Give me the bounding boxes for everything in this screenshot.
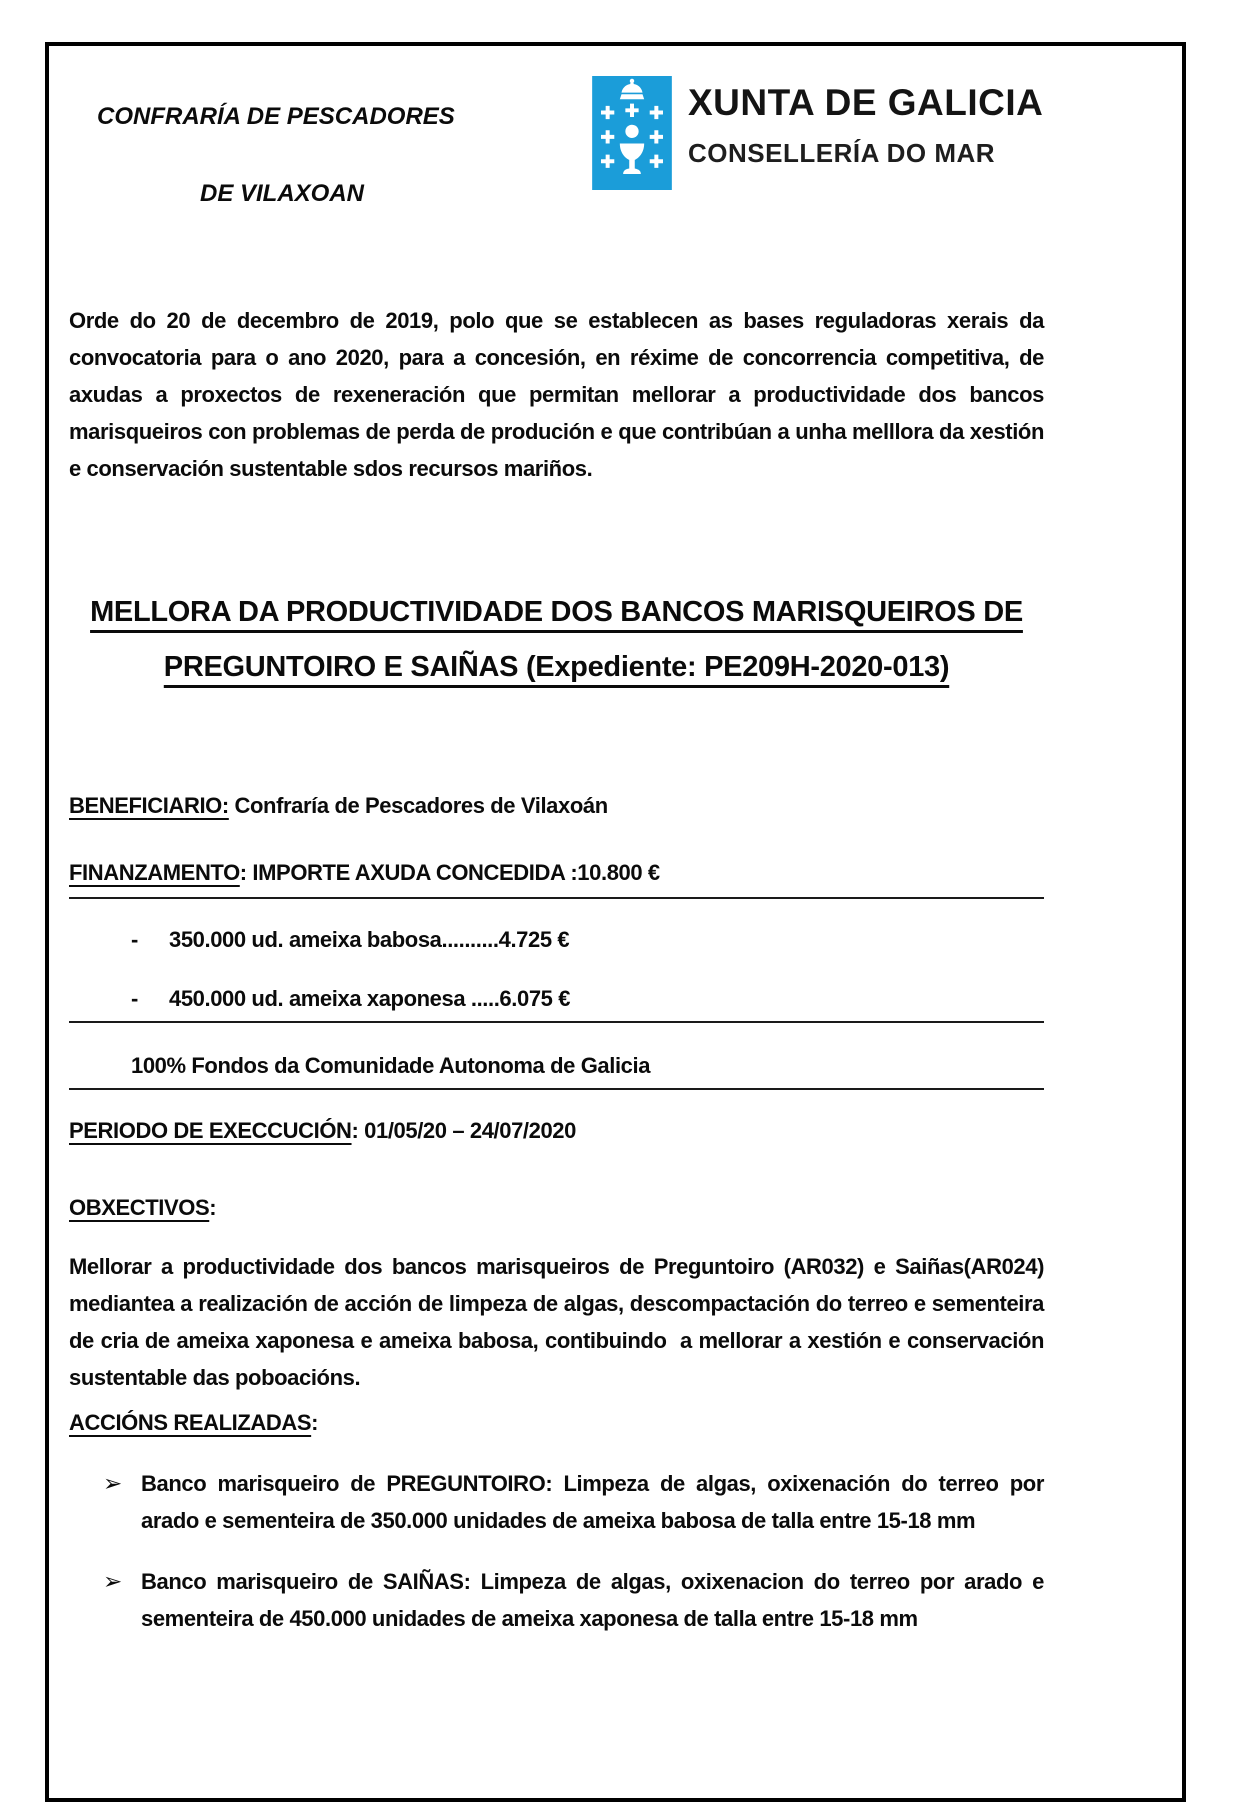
periodo-value: : 01/05/20 – 24/07/2020 <box>351 1118 576 1143</box>
logo-title: XUNTA DE GALICIA <box>688 82 1044 123</box>
bullet-item-text: Banco marisqueiro de PREGUNTOIRO: Limpeza de algas, oxixenación do terreo por arado e sementeira de 350.000 unidades de ameixa babosa de talla entre 15-18 mm <box>141 1471 1044 1533</box>
obxectivos-paragraph: Mellorar a productividade dos bancos marisqueiros de Preguntoiro (AR032) e Saiñas(AR024) mediantea a realización de acción de limpeza de algas, descompactación do terreo e sementeira de cria de ameixa xaponesa e ameixa babosa, contibuindo a mellorar a xestión e conservación sustentable das poboacións. <box>69 1254 1050 1390</box>
list-item <box>69 921 1044 958</box>
dash-bullet: - <box>131 927 138 952</box>
org-name-line2: DE VILAXOAN <box>199 180 364 207</box>
page-title <box>69 585 1044 695</box>
finanzamento-row <box>69 854 1044 899</box>
arrowhead-bullet-icon: ➢ <box>103 1568 122 1594</box>
bullet-item-text: Banco marisqueiro de SAIÑAS: Limpeza de algas, oxixenacion do terreo por arado e sementeira de 450.000 unidades de ameixa xaponesa de talla entre 15-18 mm <box>141 1569 1044 1631</box>
beneficiario-row <box>69 787 1044 824</box>
periodo-row <box>69 1112 1044 1149</box>
list-item-text: 350.000 ud. ameixa babosa..........4.725 € <box>169 927 570 952</box>
bullet-item <box>69 1563 1044 1637</box>
fondos-note: 100% Fondos da Comunidade Autonoma de Galicia <box>69 1047 1044 1090</box>
beneficiario-label: BENEFICIARIO: <box>69 793 229 818</box>
document-content <box>69 46 1050 1637</box>
page-title-line2: PREGUNTOIRO E SAIÑAS (Expediente: PE209H-2020-013) <box>163 651 950 683</box>
org-name-line1: CONFRARÍA DE PESCADORES <box>97 103 455 130</box>
accions-label: ACCIÓNS REALIZADAS <box>69 1410 312 1435</box>
accions-heading <box>69 1404 1044 1441</box>
obxectivos-label: OBXECTIVOS <box>69 1195 210 1220</box>
xunta-logo <box>592 76 1043 190</box>
bullet-item <box>69 1465 1044 1539</box>
arrowhead-bullet-icon: ➢ <box>103 1470 122 1496</box>
list-item-text: 450.000 ud. ameixa xaponesa .....6.075 € <box>169 986 571 1011</box>
obxectivos-colon: : <box>209 1195 217 1220</box>
page-border-frame <box>45 42 1186 1802</box>
galicia-emblem-icon <box>592 76 672 190</box>
crown-icon <box>620 94 644 99</box>
beneficiario-value: Confraría de Pescadores de Vilaxoán <box>234 793 608 818</box>
accions-colon: : <box>311 1410 319 1435</box>
intro-paragraph: Orde do 20 de decembro de 2019, polo que se establecen as bases reguladoras xerais da convocatoria para o ano 2020, para a concesión, en réxime de concorrencia competitiva, de axudas a proxectos de rexeneración que permitan mellorar a productividade dos bancos marisqueiros con problemas de perda de produción e que contribúan a unha melllora da xestión e conservación sustentable sdos recursos mariños. <box>69 308 1044 481</box>
page-title-line1: MELLORA DA PRODUCTIVIDADE DOS BANCOS MARISQUEIROS DE <box>90 596 1023 628</box>
logo-subtitle: CONSELLERÍA DO MAR <box>688 138 996 168</box>
periodo-label: PERIODO DE EXECCUCIÓN <box>69 1118 352 1143</box>
dash-bullet: - <box>131 986 138 1011</box>
logo-text <box>688 76 1043 168</box>
list-item <box>69 980 1044 1023</box>
host-icon <box>625 125 638 138</box>
finanzamento-label: FINANZAMENTO <box>69 860 240 885</box>
finanzamento-value: : IMPORTE AXUDA CONCEDIDA :10.800 € <box>239 860 660 885</box>
obxectivos-heading <box>69 1189 1044 1226</box>
header <box>69 46 1044 302</box>
org-name-block <box>97 98 467 212</box>
